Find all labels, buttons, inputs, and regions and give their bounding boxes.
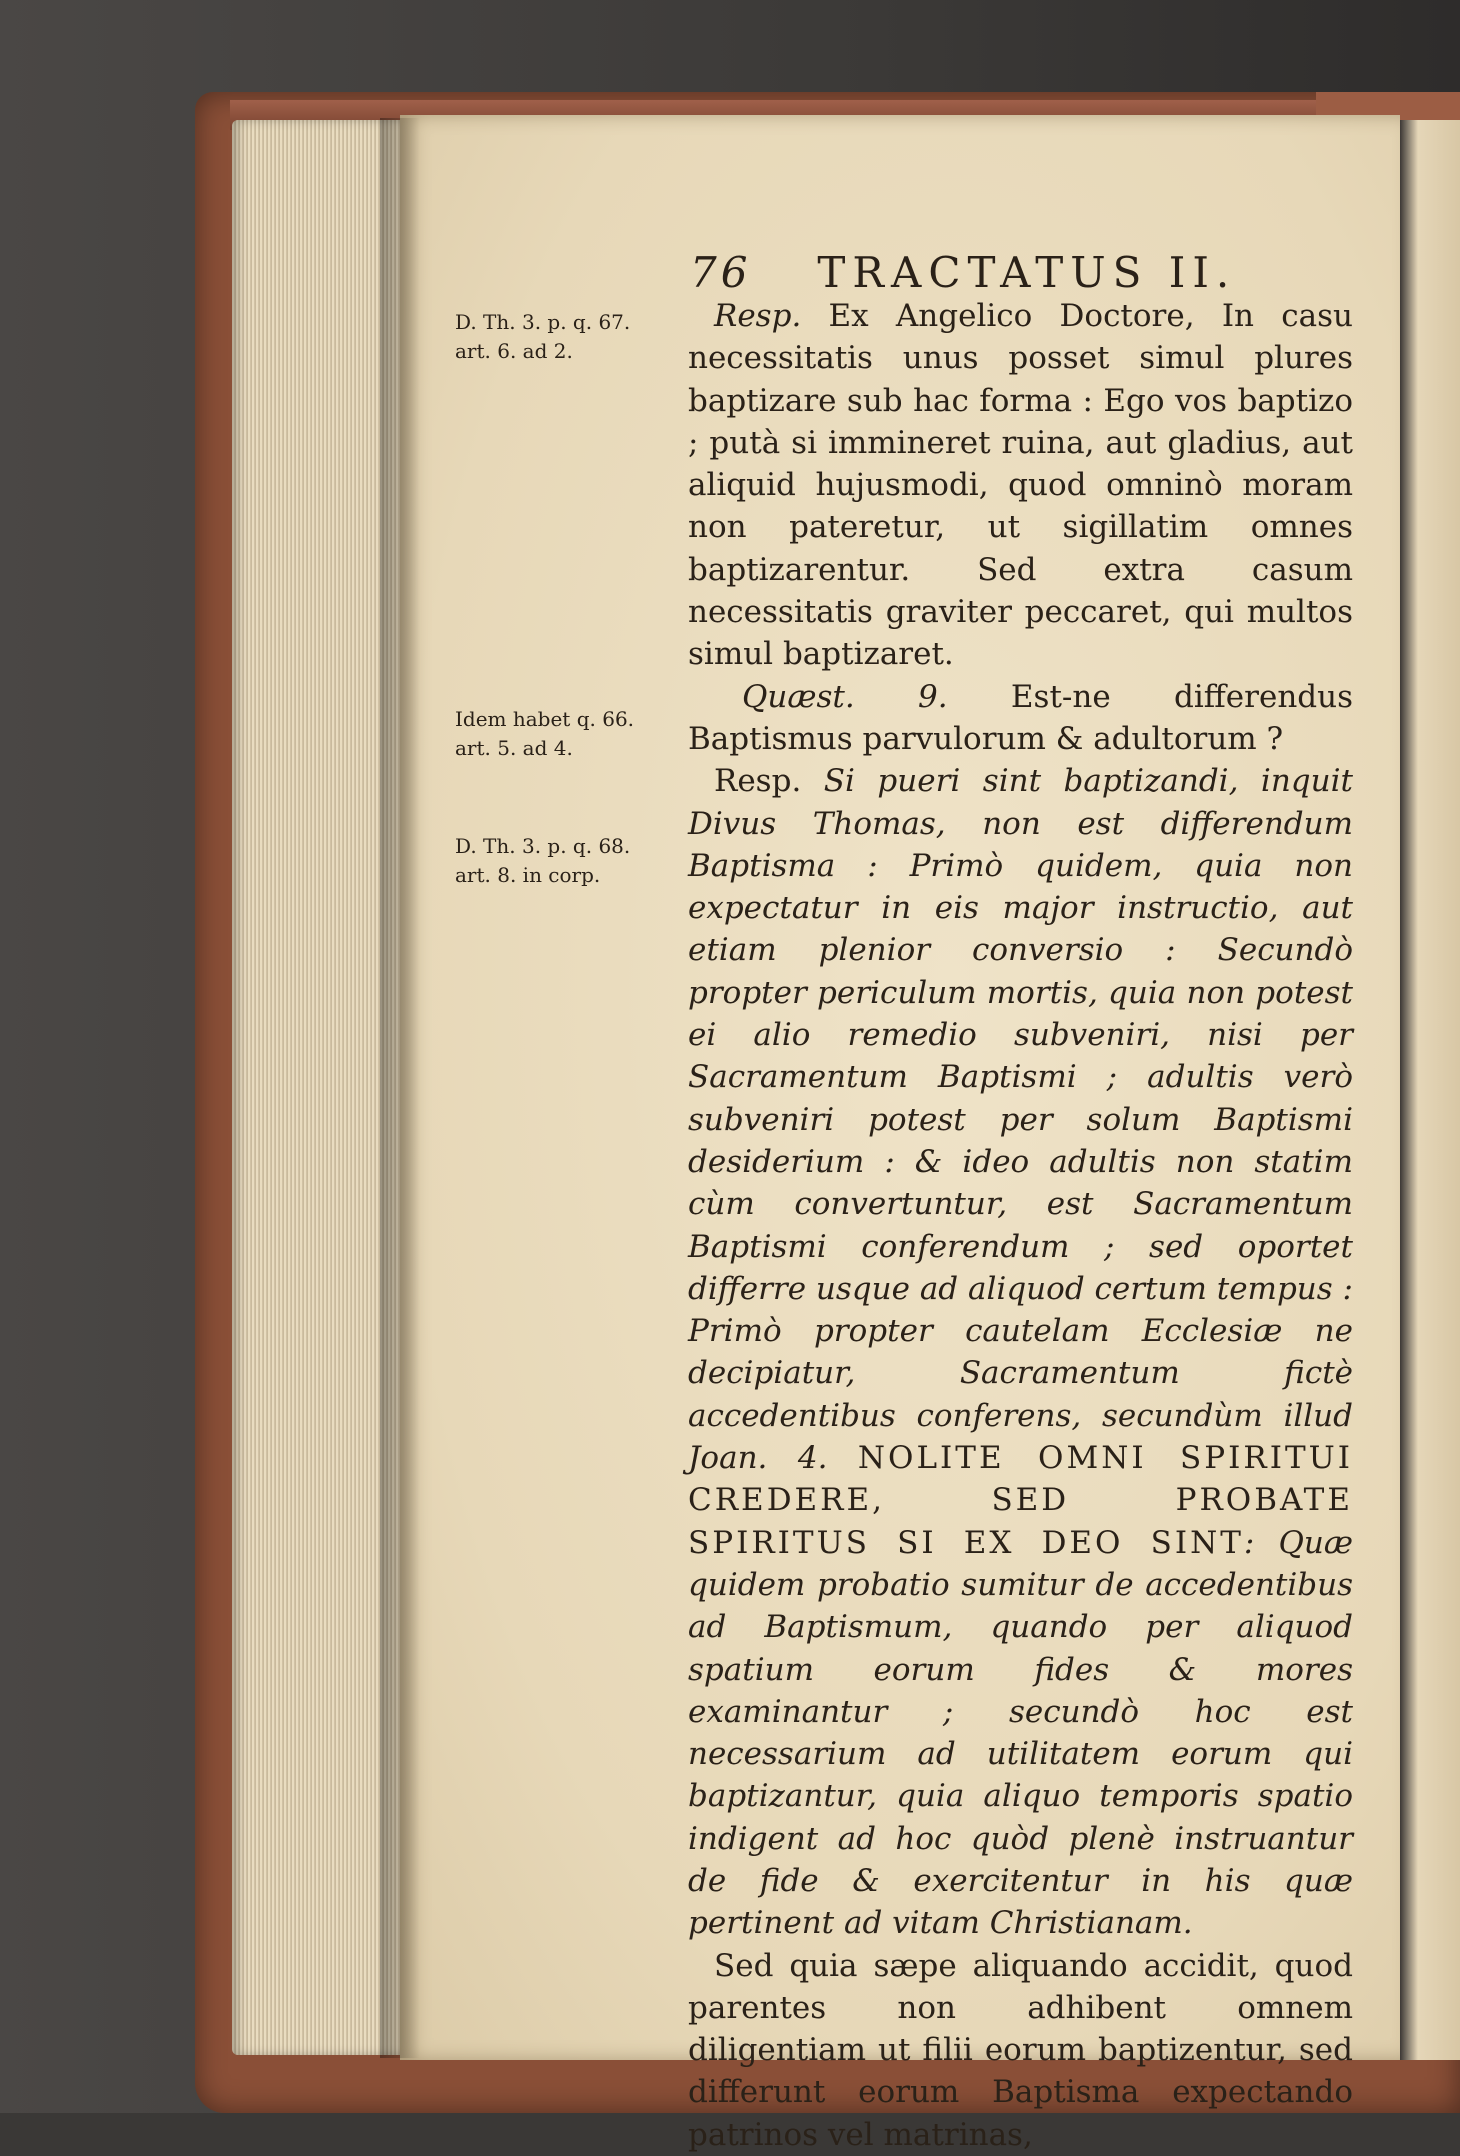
running-title: TRACTATUS II. xyxy=(817,248,1237,297)
paragraph-lead: Resp. xyxy=(714,763,802,800)
paragraph xyxy=(688,295,1353,676)
paragraph xyxy=(688,760,1353,1944)
paragraph xyxy=(688,1945,1353,2156)
scripture-quote: NOLITE OMNI SPIRITUI CREDERE, SED PROBATE SPIRITUS SI EX DEO SINT xyxy=(688,1440,1354,1561)
paragraph-text: Si pueri sint baptizandi, inquit Divus Thomas, non est differendum Baptisma : Primò quidem, quia non expectatur in eis major instructio, aut etiam plenior conversio : Secundò propter periculum mortis, quia non potest ei alio remedio subveniri, nisi per Sacramentum Baptismi ; adultis verò subveniri potest per solum Baptismi desiderium : & ideo adultis non statim cùm convertuntur, est Sacramentum Baptismi conferendum ; sed oportet differre usque ad aliquod certum tempus : Primò propter cautelam Ecclesiæ ne decipiatur, Sacramentum fictè accedentibus conferens, secundùm illud Joan. 4. xyxy=(688,763,1353,1477)
marginal-note: Idem habet q. 66. art. 5. ad 4. xyxy=(455,707,635,760)
page-number: 76 xyxy=(690,248,752,297)
facing-page-edge xyxy=(1400,120,1460,2060)
running-header xyxy=(690,248,1236,297)
paragraph-lead: Quæst. 9. xyxy=(742,678,948,715)
page-gutter-shadow xyxy=(380,118,420,2058)
paragraph-lead: Resp. xyxy=(714,298,802,334)
paragraph-text: Sed quia sæpe aliquando accidit, quod parentes non adhibent omnem diligentiam ut filii eorum baptizentur, sed differunt eorum Baptisma expectando patrinos vel matrinas, xyxy=(688,1947,1353,2153)
marginal-note: D. Th. 3. p. q. 67. art. 6. ad 2. xyxy=(455,310,631,363)
paragraph-text: Ex Angelico Doctore, In casu necessitatis unus posset simul plures baptizare sub hac forma : Ego vos baptizo ; putà si immineret ruina, aut gladius, aut aliquid hujusmodi, quod omninò moram non pateretur, ut sigillatim omnes baptizarentur. Sed extra casum necessitatis graviter peccaret, qui multos simul baptizaret. xyxy=(688,298,1353,673)
paragraph xyxy=(688,676,1353,761)
paragraph-text: : Quæ quidem probatio sumitur de accedentibus ad Baptismum, quando per aliquod spatium eorum fides & mores examinantur ; secundò hoc est necessarium ad utilitatem eorum qui baptizantur, quia aliquo temporis spatio indigent ad hoc quòd plenè instruantur de fide & exercitentur in his quæ pertinent ad vitam Christianam. xyxy=(688,1524,1353,1942)
paragraph-text: Est-ne differendus Baptismus parvulorum & adultorum ? xyxy=(688,678,1353,757)
main-text xyxy=(688,295,1353,2156)
marginal-note: D. Th. 3. p. q. 68. art. 8. in corp. xyxy=(455,834,631,887)
